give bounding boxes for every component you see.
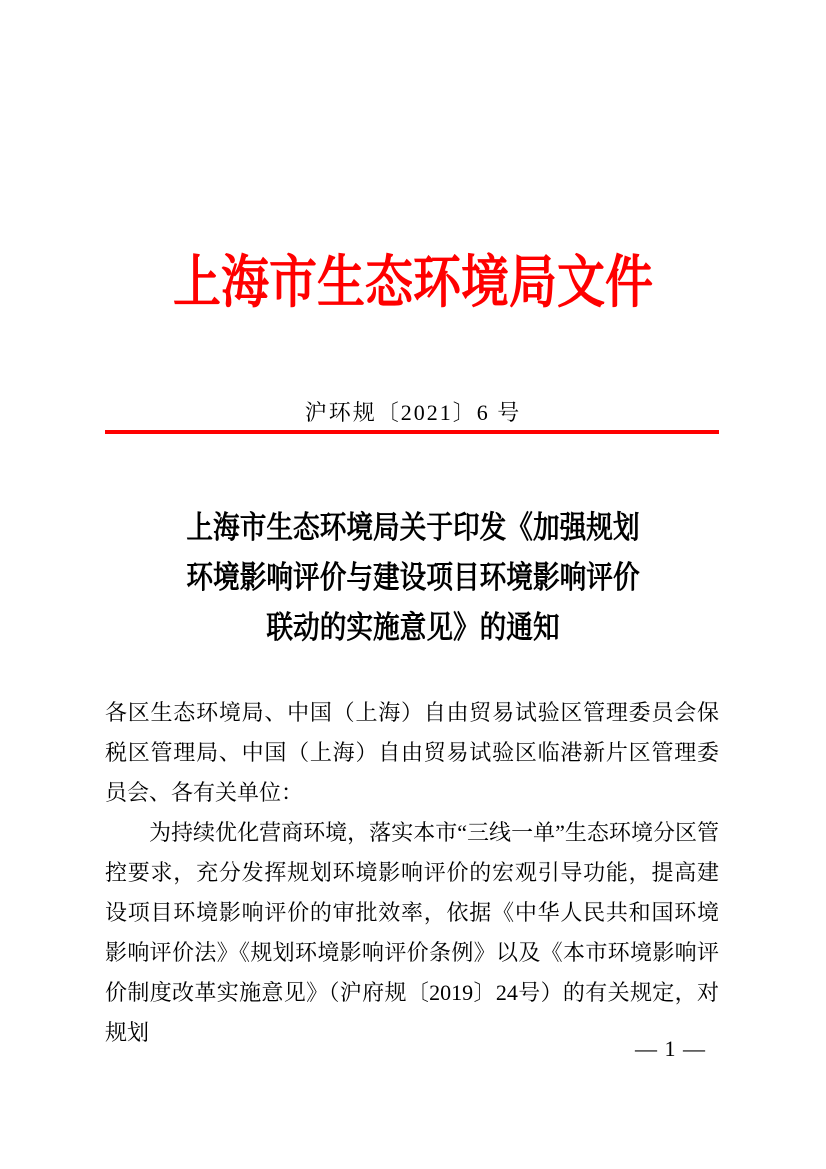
addressee-paragraph: 各区生态环境局、中国（上海）自由贸易试验区管理委员会保税区管理局、中国（上海）自由贸易试验区临港新片区管理委员会、各有关单位： [105,700,719,805]
notice-title-line-2: 环境影响评价与建设项目环境影响评价 [186,560,640,595]
red-divider-line [105,430,719,434]
document-body [105,693,719,1053]
doc-reference-number: 沪环规〔2021〕6 号 [304,400,522,425]
notice-title [58,503,768,653]
page-number: — 1 — [635,1036,706,1061]
notice-title-line-3: 联动的实施意见》的通知 [266,610,560,645]
body-paragraph: 为持续优化营商环境，落实本市“三线一单”生态环境分区管控要求，充分发挥规划环境影响评价的宏观引导功能，提高建设项目环境影响评价的审批效率，依据《中华人民共和国环境影响评价法》《规划环境影响评价条例》以及《本市环境影响评价制度改革实施意见》（沪府规〔2019〕24号）的有关规定，对规划 [105,820,719,1045]
agency-banner-title: 上海市生态环境局文件 [172,252,653,315]
notice-title-line-1: 上海市生态环境局关于印发《加强规划 [186,510,640,545]
